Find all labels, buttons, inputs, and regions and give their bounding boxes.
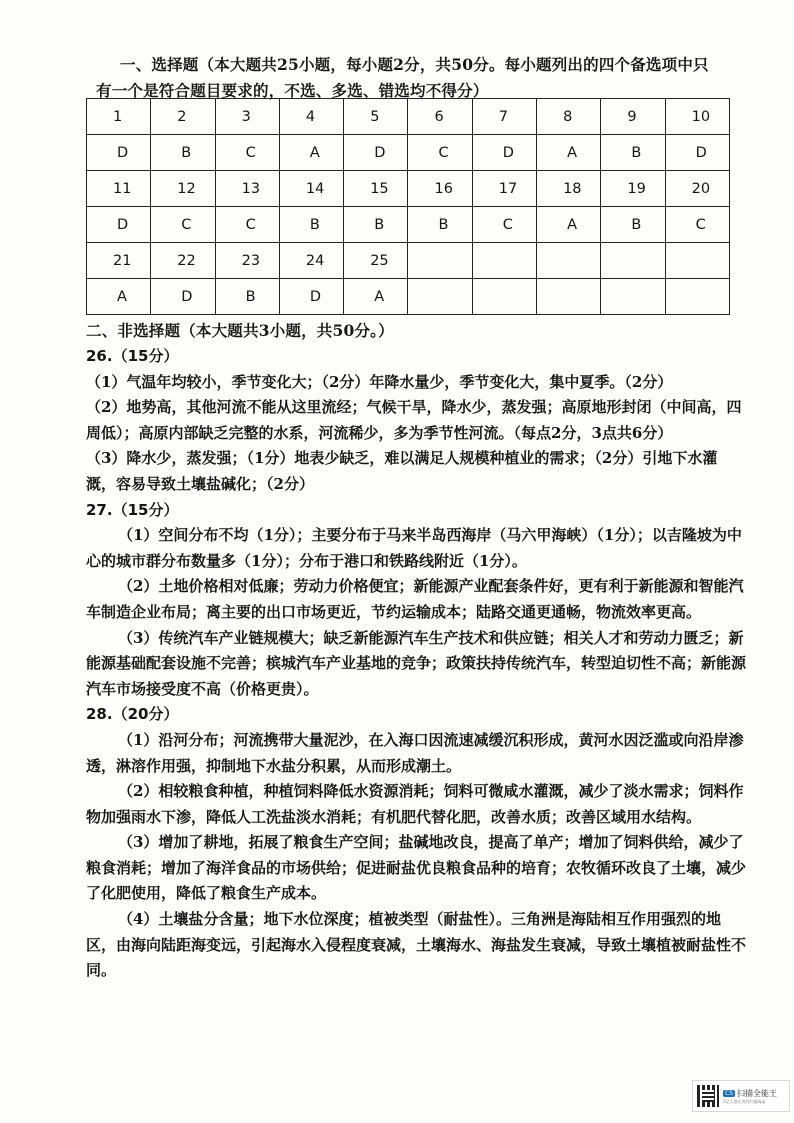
answer-cell: D bbox=[87, 135, 151, 171]
answer-cell: B bbox=[151, 135, 215, 171]
answer-cell: B bbox=[601, 207, 665, 243]
answers-body bbox=[86, 344, 746, 984]
answer-cell: C bbox=[472, 207, 536, 243]
q26-part2: （2）地势高，其他河流不能从这里流经；气候干旱，降水少，蒸发强；高原地形封闭（中间高，四周低）；高原内部缺乏完整的水系，河流稀少，多为季节性河流。（每点2分，3点共6分） bbox=[86, 398, 742, 442]
section1-title-line2: 有一个是符合题目要求的，不选、多选、错选均不得分） bbox=[96, 81, 489, 100]
q27-part2: （2）土地价格相对低廉；劳动力价格便宜；新能源产业配套条件好，更有利于新能源和智能汽车制造企业布局；离主要的出口市场更近，节约运输成本；陆路交通更通畅，物流效率更高。 bbox=[86, 577, 744, 621]
qr-code-icon bbox=[697, 1085, 719, 1107]
answer-row bbox=[87, 135, 730, 171]
answer-cell: C bbox=[665, 207, 729, 243]
answer-cell: D bbox=[151, 279, 215, 315]
answer-row bbox=[87, 279, 730, 315]
answer-cell: C bbox=[408, 135, 472, 171]
answer-cell: D bbox=[279, 279, 343, 315]
question-number-cell: 9 bbox=[601, 99, 665, 135]
section1-title-line1: 一、选择题（本大题共25小题，每小题2分，共50分。每小题列出的四个备选项中只 bbox=[120, 55, 709, 74]
answer-cell: D bbox=[87, 207, 151, 243]
question-number-cell: 19 bbox=[601, 171, 665, 207]
question-number-cell bbox=[408, 243, 472, 279]
q28-header: 28.（20分） bbox=[86, 705, 179, 724]
q26-header: 26.（15分） bbox=[86, 347, 179, 365]
answer-cell: D bbox=[472, 135, 536, 171]
question-number-cell bbox=[601, 243, 665, 279]
answer-cell bbox=[665, 279, 729, 315]
watermark-subtitle: 3亿人都在用的扫描App bbox=[723, 1098, 766, 1104]
question-number-cell: 16 bbox=[408, 171, 472, 207]
question-number-cell: 5 bbox=[344, 99, 408, 135]
scanner-watermark bbox=[692, 1080, 790, 1112]
watermark-app-name: 扫描全能王 bbox=[737, 1088, 777, 1098]
question-number-cell: 2 bbox=[151, 99, 215, 135]
answer-cell: B bbox=[215, 279, 279, 315]
answer-cell: D bbox=[665, 135, 729, 171]
answer-cell: D bbox=[344, 135, 408, 171]
question-number-cell: 13 bbox=[215, 171, 279, 207]
question-number-cell: 18 bbox=[537, 171, 601, 207]
question-number-row bbox=[87, 171, 730, 207]
question-number-cell: 7 bbox=[472, 99, 536, 135]
question-number-cell bbox=[665, 243, 729, 279]
question-number-cell: 8 bbox=[537, 99, 601, 135]
answer-cell: C bbox=[215, 135, 279, 171]
question-number-cell: 12 bbox=[151, 171, 215, 207]
answer-cell: A bbox=[537, 207, 601, 243]
question-number-cell: 14 bbox=[279, 171, 343, 207]
q26-part1: （1）气温年均较小，季节变化大；（2分）年降水量少，季节变化大，集中夏季。（2分） bbox=[86, 372, 673, 391]
answer-cell bbox=[472, 279, 536, 315]
answer-cell: A bbox=[344, 279, 408, 315]
section1-title bbox=[96, 52, 742, 104]
q27-part1: （1）空间分布不均（1分）；主要分布于马来半岛西海岸（马六甲海峡）（1分）；以吉隆坡为中心的城市群分布数量多（1分）；分布于港口和铁路线附近（1分）。 bbox=[86, 526, 742, 570]
question-number-cell: 21 bbox=[87, 243, 151, 279]
answer-cell: A bbox=[537, 135, 601, 171]
answer-table bbox=[86, 98, 730, 315]
answer-cell: B bbox=[601, 135, 665, 171]
question-number-cell: 3 bbox=[215, 99, 279, 135]
answer-cell: C bbox=[215, 207, 279, 243]
question-number-row bbox=[87, 243, 730, 279]
question-number-cell: 15 bbox=[344, 171, 408, 207]
question-number-cell: 25 bbox=[344, 243, 408, 279]
answer-cell: C bbox=[151, 207, 215, 243]
answer-cell: B bbox=[279, 207, 343, 243]
question-number-cell: 10 bbox=[665, 99, 729, 135]
question-number-cell bbox=[537, 243, 601, 279]
question-number-cell: 1 bbox=[87, 99, 151, 135]
question-number-row bbox=[87, 99, 730, 135]
camscanner-logo-icon: CS bbox=[725, 1089, 733, 1097]
answer-row bbox=[87, 207, 730, 243]
answer-cell: A bbox=[87, 279, 151, 315]
answer-cell: B bbox=[344, 207, 408, 243]
question-number-cell: 17 bbox=[472, 171, 536, 207]
question-number-cell bbox=[472, 243, 536, 279]
answer-cell: B bbox=[408, 207, 472, 243]
answer-cell bbox=[537, 279, 601, 315]
question-number-cell: 23 bbox=[215, 243, 279, 279]
section2-title: 二、非选择题（本大题共3小题，共50分。） bbox=[86, 321, 394, 340]
question-number-cell: 20 bbox=[665, 171, 729, 207]
answer-cell bbox=[408, 279, 472, 315]
question-number-cell: 11 bbox=[87, 171, 151, 207]
q28-part3: （3）增加了耕地，拓展了粮食生产空间；盐碱地改良，提高了单产；增加了饲料供给，减少了粮食消耗；增加了海洋食品的市场供给；促进耐盐优良粮食品种的培育；农牧循环改良了土壤，减少了化肥使用，降低了粮食生产成本。 bbox=[86, 833, 747, 903]
question-number-cell: 4 bbox=[279, 99, 343, 135]
question-number-cell: 22 bbox=[151, 243, 215, 279]
question-number-cell: 6 bbox=[408, 99, 472, 135]
q27-part3: （3）传统汽车产业链规模大；缺乏新能源汽车生产技术和供应链；相关人才和劳动力匮乏；新能源基础配套设施不完善；槟城汽车产业基地的竞争；政策扶持传统汽车，转型迫切性不高；新能源汽车市场接受度不高（价格更贵）。 bbox=[86, 628, 747, 698]
q27-header: 27.（15分） bbox=[86, 500, 179, 519]
q26-part3: （3）降水少，蒸发强；（1分）地表少缺乏，难以满足人规模种植业的需求；（2分）引地下水灌溉，容易导致土壤盐碱化；（2分） bbox=[86, 449, 718, 493]
q28-part4: （4）土壤盐分含量；地下水位深度；植被类型（耐盐性）。三角洲是海陆相互作用强烈的地区，由海向陆距海变远，引起海水入侵程度衰减，土壤海水、海盐发生衰减，导致土壤植被耐盐性不同。 bbox=[86, 910, 747, 980]
answer-cell bbox=[601, 279, 665, 315]
question-number-cell: 24 bbox=[279, 243, 343, 279]
q28-part1: （1）沿河分布；河流携带大量泥沙，在入海口因流速减缓沉积形成，黄河水因泛滥或向沿岸渗透，淋溶作用强，抑制地下水盐分积累，从而形成潮土。 bbox=[86, 730, 744, 775]
q28-part2: （2）相较粮食种植，种植饲料降低水资源消耗；饲料可微咸水灌溉，减少了淡水需求；饲料作物加强雨水下渗，降低人工洗盐淡水消耗；有机肥代替化肥，改善水质；改善区域用水结构。 bbox=[86, 782, 744, 826]
answer-cell: A bbox=[279, 135, 343, 171]
